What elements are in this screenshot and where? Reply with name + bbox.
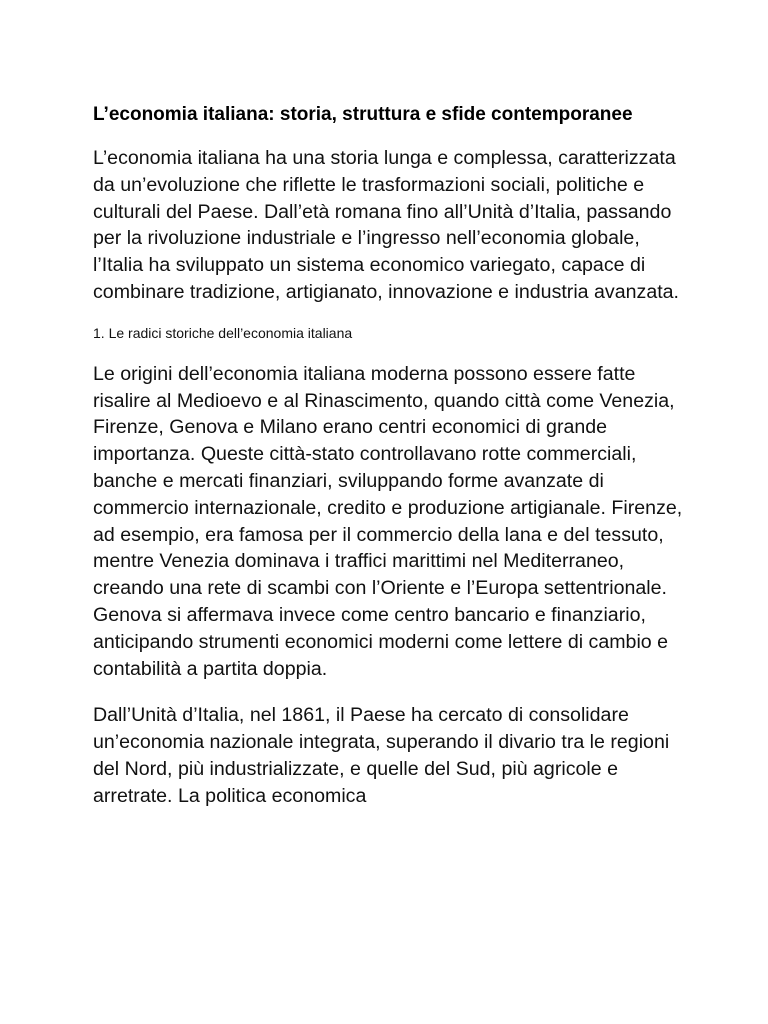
section-heading-1: 1. Le radici storiche dell’economia italiana <box>93 324 353 341</box>
section-1-paragraph-1: Le origini dell’economia italiana moderna possono essere fatte risalire al Medioevo e al Rinascimento, quando città come Venezia, Firenze, Genova e Milano erano centri economici di grande importanza. Queste città-stato controllavano rotte commerciali, banche e mercati finanziari, sviluppando forme avanzate di commercio internazionale, credito e produzione artigianale. Firenze, ad esempio, era famosa per il commercio della lana e del tessuto, mentre Venezia dominava i traffici marittimi nel Mediterraneo, creando una rete di scambi con l’Oriente e l’Europa settentrionale. Genova si affermava invece come centro bancario e finanziario, anticipando strumenti economici moderni come lettere di cambio e contabilità a partita doppia. <box>93 362 683 680</box>
section-1-paragraph-2: Dall’Unità d’Italia, nel 1861, il Paese ha cercato di consolidare un’economia nazionale integrata, superando il divario tra le regioni del Nord, più industrializzate, e quelle del Sud, più agricole e arretrate. La politica economica <box>93 704 670 807</box>
document-body <box>93 101 683 810</box>
document-title: L’economia italiana: storia, struttura e sfide contemporanee <box>93 104 633 125</box>
intro-paragraph: L’economia italiana ha una storia lunga e complessa, caratterizzata da un’evoluzione che riflette le trasformazioni sociali, politiche e culturali del Paese. Dall’età romana fino all’Unità d’Italia, passando per la rivoluzione industriale e l’ingresso nell’economia globale, l’Italia ha sviluppato un sistema economico variegato, capace di combinare tradizione, artigianato, innovazione e industria avanzata. <box>93 147 679 303</box>
